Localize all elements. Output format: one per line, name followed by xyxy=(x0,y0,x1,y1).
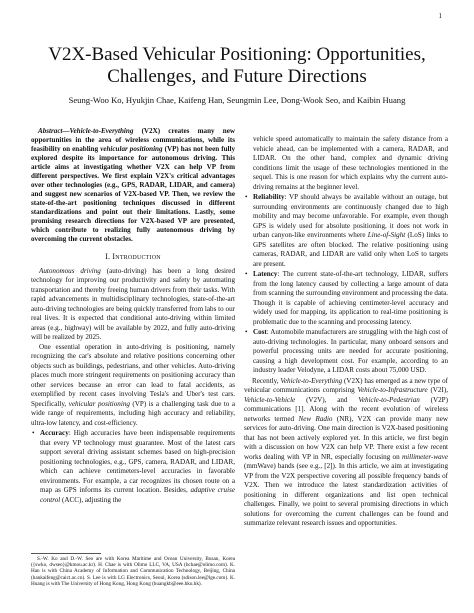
paper-title: V2X-Based Vehicular Positioning: Opportunities, Challenges, and Future Directions xyxy=(48,44,426,87)
reliability-label: Reliability xyxy=(253,193,285,201)
recent-em-2: Vehicle-to-Infrastructure xyxy=(357,386,428,394)
accuracy-text-b: (ACC), adjusting the xyxy=(60,495,122,504)
list-item-cost xyxy=(245,328,448,376)
intro-p2-text-a: One essential operation in auto-driving is positioning, namely recognizing the car's absolute and relative positions concerning other objects such as buildings, pedestrians, and other vehicles. Auto-driving places much more stringent requirements on positioning accuracy than other services because an error can lead to fatal accidents, as exemplified by recent cases involving Tesla's and Uber's test cars. Specifically, xyxy=(31,342,235,408)
intro-paragraph-2 xyxy=(31,343,235,429)
bullet-icon: • xyxy=(245,193,248,201)
recent-text-a: Recently, xyxy=(252,376,281,385)
reliability-em: Line-of-Sight xyxy=(367,231,406,239)
recent-text-b: (V2X) has emerged as a new type of vehicular communications comprising xyxy=(244,376,448,394)
reliability-text-b: (LoS) links to GPS satellites are often blocked. The relative positioning using cameras, RADAR, and LIDAR are valid only when LoS to targets are present. xyxy=(253,231,448,268)
recent-text-g: (mmWave) bands (see e.g., [2]). In this article, we aim at investigating VP from the V2X perspective covering all possible frequency bands of V2X. Then we introduce the latest standardization activities of positioning in different organizations and list open technical challenges. Finally, we point to several promising directions in which solutions for overcoming the current challenges can be found and summarize relevant research issues and opportunities. xyxy=(244,462,448,527)
intro-p1-em: Autonomous driving xyxy=(39,266,101,275)
cost-label: Cost xyxy=(253,328,267,336)
intro-p2-text-b: (VP) is a challenging task due to a wide range of requirements, including high accuracy and reliability, ultra-low latency, and cost-efficiency. xyxy=(31,399,235,427)
right-column xyxy=(244,135,448,529)
accuracy-continuation: vehicle speed automatically to maintain the safety distance from a vehicle ahead, can be implemented with a camera, RADAR, and LIDAR. On the other hand, complex and dynamic driving conditions limit the usage of these technologies mentioned in the sequel. This is one reason for which explains why the current auto-driving remains at the beginner level. xyxy=(253,135,448,191)
latency-text: : The current state-of-the-art technology, LIDAR, suffers from the long latency caused by collecting a large amount of data from scanning the surrounding environment and processing the data. Though it is capable of achieving centimeter-level accuracy and widely used for mapping, its application to real-time positioning is problematic due to the scanning and processing latency. xyxy=(253,270,448,326)
recent-em-3: Vehicle-to-Vehicle xyxy=(244,395,296,404)
intro-paragraph-1 xyxy=(31,267,235,343)
recent-em-4: Vehicle-to-Pedestrian xyxy=(358,395,420,404)
reliability-text-a: : VP should always be available without an outage, but surrounding environments are continuously changed due to high mobility and may become unfavorable. For example, even though GPS is widely used for absolute positioning, it does not work in urban canyon-like environments where xyxy=(253,193,448,239)
accuracy-em: adaptive cruise control xyxy=(40,486,235,504)
abstract-dash: — xyxy=(62,127,70,135)
requirements-list-left xyxy=(31,429,235,505)
recent-text-d: (V2V), and xyxy=(295,395,359,404)
abstract-lead: Abstract xyxy=(38,127,63,135)
bullet-icon: • xyxy=(245,328,248,336)
author-list: Seung-Woo Ko, Hyukjin Chae, Kaifeng Han, Seungmin Lee, Dong-Wook Seo, and Kaibin Huang xyxy=(68,95,406,105)
recent-em-5: New Radio xyxy=(298,414,333,423)
abstract-text-1: (V2X) creates many new opportunities in the area of wireless communications, while its feasibility on enabling xyxy=(31,127,235,153)
recent-text-f: (NR), V2X can provide many new services for auto-driving. One main direction is V2X-based positioning that has not been actively explored yet. In this article, we first begin with a discussion on how V2X can help VP. There exist a few recent works dealing with VP in NR, especially focusing on xyxy=(244,414,449,461)
bullet-icon: • xyxy=(245,270,248,278)
abstract xyxy=(31,127,235,244)
list-item-reliability xyxy=(245,193,448,269)
recent-text-c: (V2I), xyxy=(427,386,448,394)
author-affiliation-footnote: S.-W. Ko and D.-W. Seo are with Korea Maritime and Ocean University, Busan, Korea ({swko, dwseo}@kmou.ac.kr). H. Chae is with Olimo LLC, VA, USA (hchae@olimo.com). K. Han is with China Academy of Information and Communication Technology, Beijing, China (hankaifeng@caict.ac.cn). S. Lee is with LG Electronics, Seoul, Korea (sdison.lee@lge.com). K. Huang is with The University of Hong Kong, Hong Kong (huangkb@eee.hku.hk). xyxy=(31,556,235,587)
recent-em-6: millimeter-wave xyxy=(402,452,448,461)
accuracy-text-a: : High accuracies have been indispensable requirements that every VP technology must guarantee. Most of the latest cars support several driving assistant schemes based on high-precision positioning technologies, e.g., GPS, camera, RADAR, and LIDAR, which can achieve centimeters-level accuracies in favorable environments. For example, a car recognizes its chosen route on a map as GPS informs its current location. Besides, xyxy=(40,429,235,494)
footnote-divider xyxy=(31,553,101,554)
abstract-keyword: Vehicle-to-Everything xyxy=(69,127,134,135)
accuracy-label: Accuracy xyxy=(40,429,69,437)
cost-text: : Automobile manufacturers are struggling with the high cost of auto-driving technologies. In particular, many onboard sensors and powerful processing units are needed for accurate positioning, causing a high development cost. For example, according to an industry leader Velodyne, a LIDAR costs about 75,000 USD. xyxy=(253,328,448,374)
abstract-keyword-2: vehicular positioning xyxy=(100,145,163,153)
list-item-latency xyxy=(245,270,448,327)
intro-p1-text: (auto-driving) has been a long desired technology for improving our productivity and safety by automating transportation and thereby freeing human drivers from their tasks. With rapid advancements in multidisciplinary technologies, state-of-the-art auto-driving technologies are being quickly transferred from labs to our real lives. It is expected that conditional auto-driving within limited areas (e.g., highway) will be available by 2022, and fully auto-driving will be realized by 2025. xyxy=(31,266,235,341)
requirements-list-right xyxy=(244,193,448,376)
v2x-paragraph xyxy=(244,377,448,529)
latency-label: Latency xyxy=(253,270,278,278)
recent-text-e: (V2P) communications [1]. Along with the recent evolution of wireless networks termed xyxy=(244,395,448,423)
abstract-text-2: (VP) has not been fully explored despite its importance for autonomous driving. This article aims at investigating whether V2X can help VP from different perspectives. We first explain V2X's critical advantages over other technologies (e.g., GPS, RADAR, LIDAR, and camera) and suggest new scenarios of V2X-based VP. Then, we review the state-of-the-art positioning techniques discussed in different standardizations and point out their limitations. Lastly, some promising research directions for V2X-based VP are presented, which contribute to realizing fully autonomous driving by overcoming the current obstacles. xyxy=(31,145,236,243)
left-column xyxy=(31,127,235,506)
recent-em-1: Vehicle-to-Everything xyxy=(280,376,343,385)
list-item-accuracy xyxy=(32,429,235,505)
bullet-icon: • xyxy=(32,429,35,437)
section-heading-introduction: I. Introduction xyxy=(105,252,161,261)
page-number: 1 xyxy=(438,12,442,20)
intro-p2-em: vehicular positioning xyxy=(68,399,130,408)
